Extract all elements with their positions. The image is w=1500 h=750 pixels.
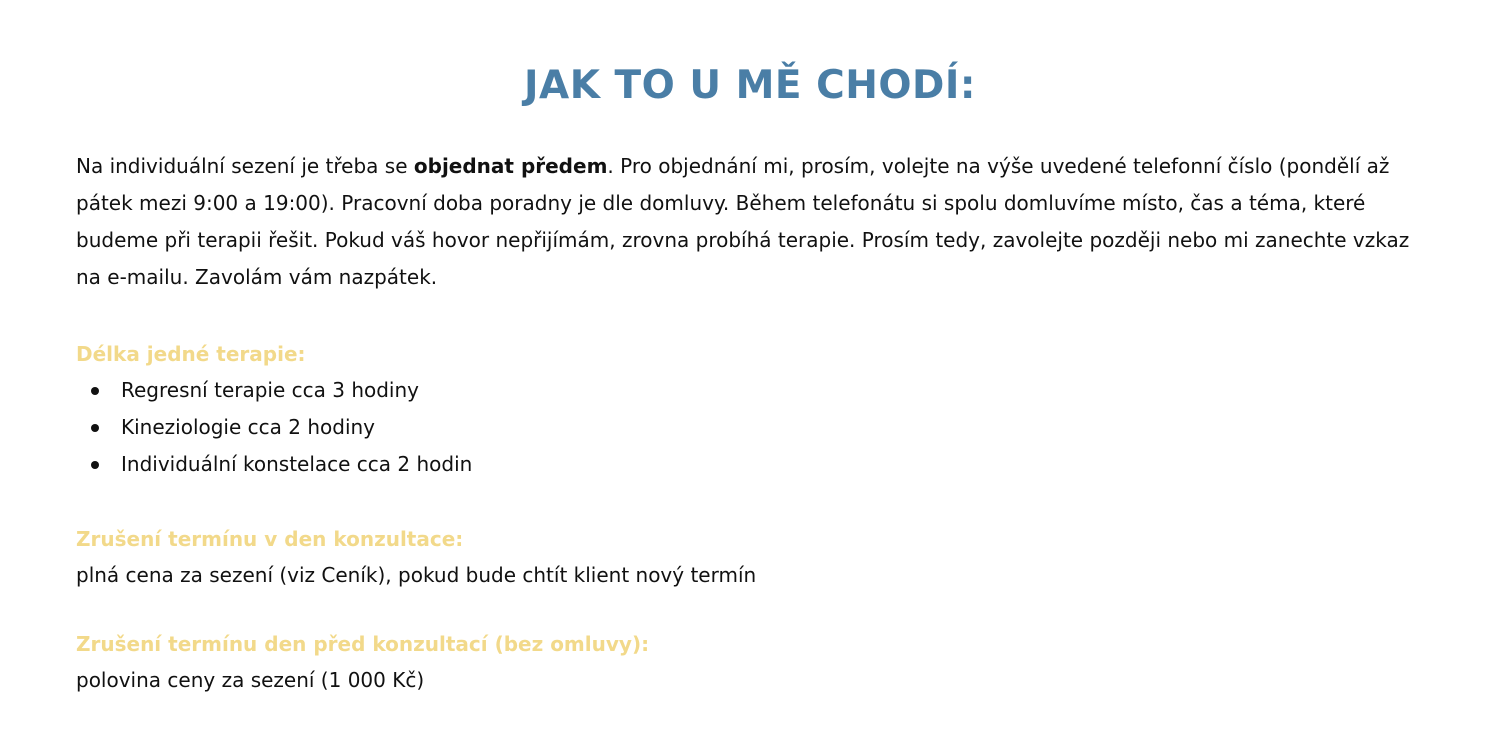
list-item-label: Regresní terapie cca 3 hodiny <box>121 378 419 402</box>
duration-heading: Délka jedné terapie: <box>76 342 306 366</box>
intro-paragraph <box>76 148 1424 296</box>
bullet-icon <box>91 387 99 395</box>
intro-text-start: Na individuální sezení je třeba se <box>76 154 414 178</box>
list-item <box>76 446 1424 483</box>
bullet-icon <box>91 424 99 432</box>
bullet-icon <box>91 461 99 469</box>
page-title: JAK TO U MĚ CHODÍ: <box>524 63 976 108</box>
cancel-same-day-heading: Zrušení termínu v den konzultace: <box>76 527 464 551</box>
list-item-label: Kineziologie cca 2 hodiny <box>121 415 376 439</box>
cancel-day-before-text: polovina ceny za sezení (1 000 Kč) <box>76 668 425 692</box>
intro-bold-text: objednat předem <box>413 154 608 178</box>
cancel-day-before-heading: Zrušení termínu den před konzultací (bez omluvy): <box>76 632 650 656</box>
cancel-same-day-text: plná cena za sezení (viz Ceník), pokud bude chtít klient nový termín <box>76 563 757 587</box>
list-item-label: Individuální konstelace cca 2 hodin <box>121 452 473 476</box>
intro-text-end: . Pro objednání mi, prosím, volejte na výše uvedené telefonní číslo (pondělí až pátek mezi 9:00 a 19:00). Pracovní doba poradny je dle domluvy. Během telefonátu si spolu domluvíme místo, čas a téma, které budeme při terapii řešit. Pokud váš hovor nepřijímám, zrovna probíhá terapie. Prosím tedy, zavolejte později nebo mi zanechte vzkaz na e-mailu. Zavolám vám nazpátek. <box>76 154 1410 289</box>
list-item <box>76 372 1424 409</box>
list-item <box>76 409 1424 446</box>
duration-list <box>76 372 1424 483</box>
